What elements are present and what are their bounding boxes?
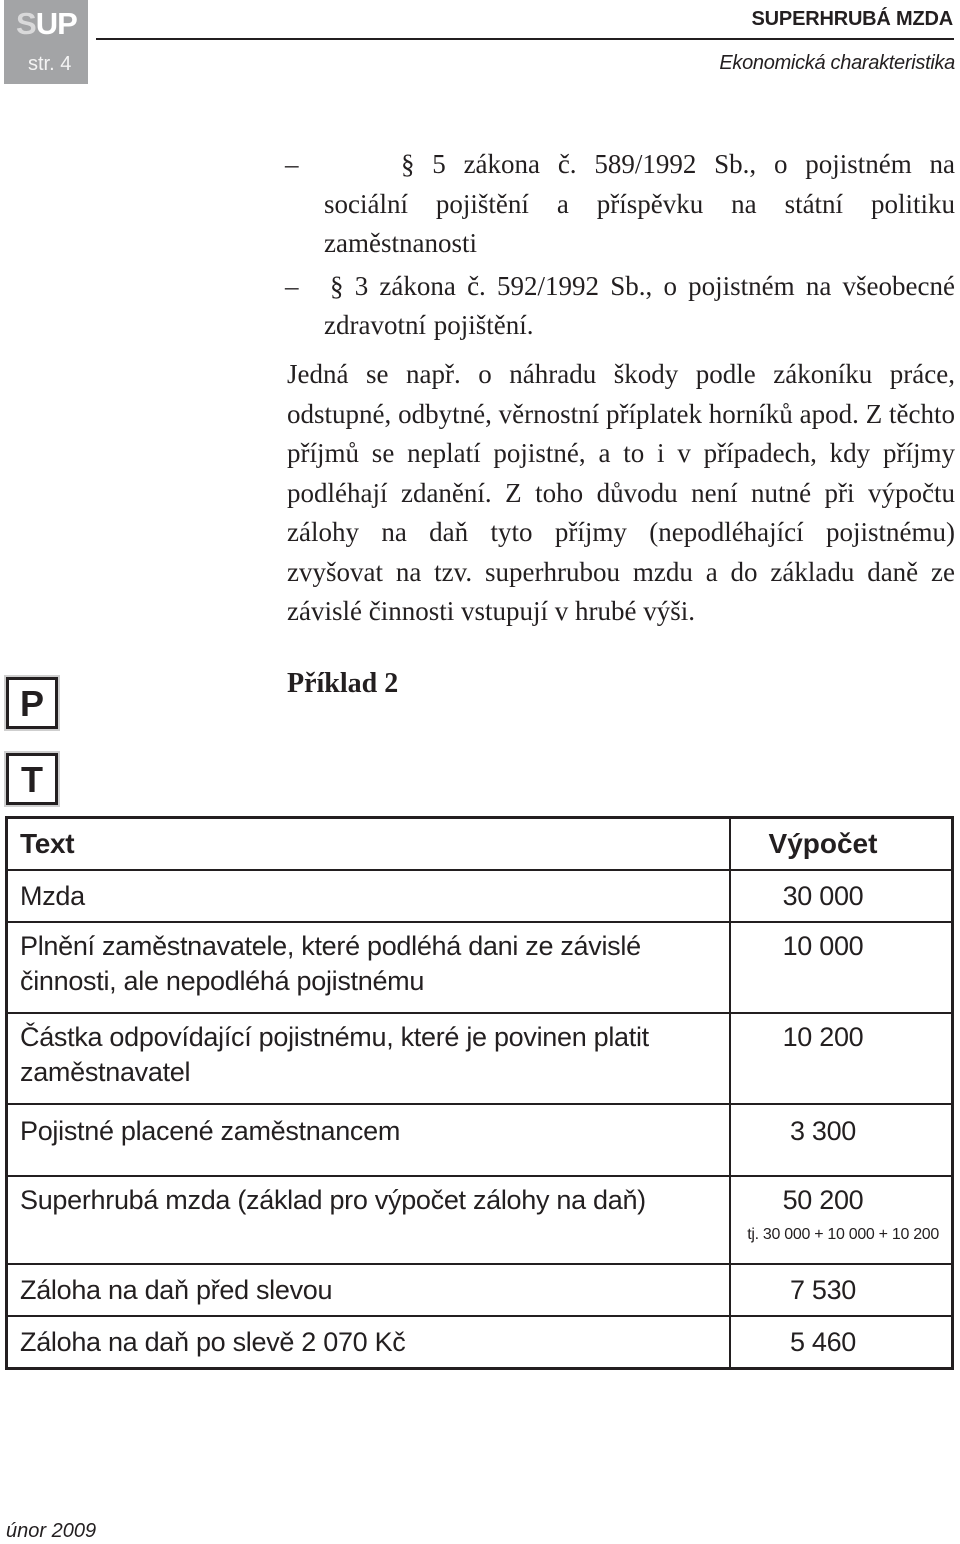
table-marker-icon: T xyxy=(6,753,58,805)
page-number: str. 4 xyxy=(28,53,72,75)
row-value: 5 460 xyxy=(730,1316,953,1369)
table-row xyxy=(7,922,953,1013)
running-title: SUPERHRUBÁ MZDA xyxy=(751,8,953,30)
list-item xyxy=(287,145,955,264)
column-header-text: Text xyxy=(7,818,731,871)
list-item-text: § 3 zákona č. 592/1992 Sb., o pojistném na všeobecné zdravotní pojištění. xyxy=(324,270,955,340)
row-value: 10 000 xyxy=(730,922,953,1013)
row-label: Superhrubá mzda (základ pro výpočet zálohy na daň) xyxy=(7,1176,731,1264)
list-item xyxy=(287,267,955,346)
header-badge xyxy=(4,0,88,84)
row-value: 3 300 xyxy=(730,1104,953,1176)
table-header-row xyxy=(7,818,953,871)
row-value-note: tj. 30 000 + 10 000 + 10 200 xyxy=(747,1226,939,1243)
row-value: 30 000 xyxy=(730,870,953,922)
row-label: Plnění zaměstnavatele, které podléhá dani ze závislé činnosti, ale nepodléhá pojistnému xyxy=(7,922,731,1013)
logo: SUP xyxy=(16,6,77,41)
table-row xyxy=(7,1176,953,1264)
row-value: 50 200 xyxy=(782,1185,864,1215)
row-label: Částka odpovídající pojistnému, které je povinen platit zaměstnavatel xyxy=(7,1013,731,1104)
example-heading: Příklad 2 xyxy=(287,668,399,699)
list-dash: – xyxy=(285,270,299,301)
table-row xyxy=(7,1104,953,1176)
page-footer: únor 2009 xyxy=(6,1520,97,1542)
row-value: 7 530 xyxy=(730,1264,953,1316)
table-row xyxy=(7,1316,953,1369)
table-row xyxy=(7,1264,953,1316)
column-header-value: Výpočet xyxy=(730,818,953,871)
row-label: Mzda xyxy=(7,870,731,922)
table-row xyxy=(7,1013,953,1104)
header-rule xyxy=(96,38,954,40)
calculation-table xyxy=(5,816,954,1370)
bullet-list xyxy=(287,145,955,346)
row-value-cell xyxy=(730,1176,953,1264)
body-paragraph: Jedná se např. o náhradu škody podle zákoníku práce, odstupné, odbytné, věrnostní příplatek horníků apod. Z těchto příjmů se neplatí pojistné, a to i v případech, kdy příjmy podléhají zdanění. Z toho důvodu není nutné při výpočtu zálohy na daň tyto příjmy (nepodléhající pojistnému) zvyšovat na tzv. superhrubou mzdu a do základu daně ze závislé činnosti vstupují v hrubé výši. xyxy=(287,359,955,626)
list-item-text: § 5 zákona č. 589/1992 Sb., o pojistném na sociální pojištění a příspěvku na státní politiku zaměstnanosti xyxy=(324,149,955,258)
row-label: Záloha na daň před slevou xyxy=(7,1264,731,1316)
table-row xyxy=(7,870,953,922)
row-label: Pojistné placené zaměstnancem xyxy=(7,1104,731,1176)
running-subtitle: Ekonomická charakteristika xyxy=(719,52,955,74)
row-label: Záloha na daň po slevě 2 070 Kč xyxy=(7,1316,731,1369)
list-dash: – xyxy=(285,149,299,179)
row-value: 10 200 xyxy=(730,1013,953,1104)
practice-marker-icon: P xyxy=(6,677,58,729)
